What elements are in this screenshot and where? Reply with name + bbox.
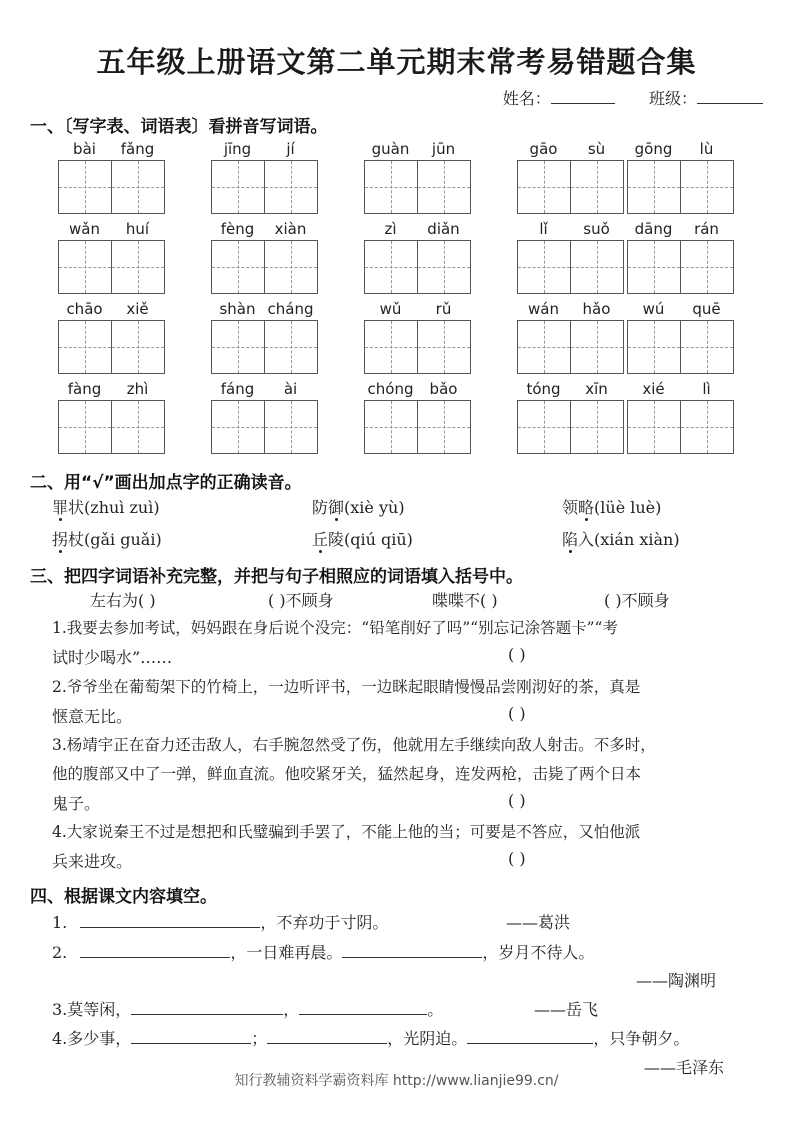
section-3-heading: 三、把四字词语补充完整，并把与句子相照应的词语填入括号中。 [30, 567, 523, 587]
question-4-line-1: 4.大家说秦王不过是想把和氏璧骗到手罢了，不能上他的当；可要是不答应，又怕他派 [52, 823, 641, 841]
dotted-char: 拐 [52, 530, 69, 549]
writing-cell[interactable] [518, 401, 571, 453]
pinyin-label: shàn [219, 300, 256, 318]
writing-grid[interactable] [517, 240, 624, 294]
writing-cell[interactable] [59, 321, 112, 373]
answer-paren-1[interactable]: ( ) [508, 645, 526, 664]
writing-cell[interactable] [628, 401, 681, 453]
writing-cell[interactable] [518, 321, 571, 373]
fill-blank[interactable] [131, 1000, 283, 1015]
writing-grid[interactable] [364, 320, 471, 374]
pinyin-label: fáng [220, 380, 255, 398]
fill-line-1: 1. ，不弃功于寸阴。 [52, 913, 389, 932]
question-2-line-2: 惬意无比。 [52, 707, 133, 726]
fill-blank[interactable] [80, 943, 230, 958]
pinyin-word-item [627, 380, 734, 454]
writing-cell[interactable] [628, 241, 681, 293]
pinyin-label: wǎn [69, 220, 100, 238]
pinyin-label: chāo [66, 300, 103, 318]
pinyin-label: bǎo [429, 380, 458, 398]
pinyin-label: sù [587, 140, 606, 158]
pinyin-label: fàng [67, 380, 102, 398]
writing-grid[interactable] [517, 320, 624, 374]
idiom-blank-4[interactable]: ( )不顾身 [604, 591, 670, 610]
pinyin-label: diǎn [427, 220, 460, 238]
pinyin-label: fǎng [120, 140, 155, 158]
writing-cell[interactable] [59, 401, 112, 453]
writing-grid[interactable] [364, 400, 471, 454]
author-taoyuanming: ——陶渊明 [636, 971, 717, 990]
pinyin-word-item [58, 140, 165, 214]
question-3-line-2: 他的腹部又中了一弹，鲜血直流。他咬紧牙关，猛然起身，连发两枪，击毙了两个日本 [52, 765, 642, 783]
pinyin-label: zì [384, 220, 397, 238]
writing-grid[interactable] [58, 400, 165, 454]
pinyin-label: chóng [367, 380, 414, 398]
pinyin-label: ài [283, 380, 298, 398]
writing-cell[interactable] [59, 241, 112, 293]
idiom-blank-2[interactable]: ( )不顾身 [268, 591, 334, 610]
reading-item[interactable]: 防御(xiè yù) [312, 498, 405, 517]
fill-blank[interactable] [131, 1029, 251, 1044]
pinyin-word-item [211, 300, 318, 374]
writing-cell[interactable] [681, 161, 733, 213]
writing-grid[interactable] [364, 240, 471, 294]
name-label: 姓名： [502, 89, 551, 108]
writing-cell[interactable] [518, 241, 571, 293]
dotted-char: 丘 [312, 530, 329, 549]
pinyin-word-item [364, 380, 471, 454]
pinyin-label: wǔ [379, 300, 402, 318]
pinyin-word-item [627, 220, 734, 294]
pinyin-word-item [517, 220, 624, 294]
writing-cell[interactable] [681, 401, 733, 453]
writing-cell[interactable] [265, 321, 317, 373]
pinyin-word-item [211, 380, 318, 454]
dotted-char: 略 [578, 498, 595, 517]
pinyin-label: lì [702, 380, 711, 398]
idiom-blank-3[interactable]: 喋喋不( ) [432, 591, 498, 610]
writing-grid[interactable] [364, 160, 471, 214]
pinyin-word-item [364, 300, 471, 374]
writing-cell[interactable] [365, 161, 418, 213]
answer-paren-3[interactable]: ( ) [508, 791, 526, 810]
pinyin-label: rán [694, 220, 719, 238]
answer-paren-2[interactable]: ( ) [508, 704, 526, 723]
pinyin-label: hǎo [582, 300, 611, 318]
pinyin-word-item [58, 380, 165, 454]
pinyin-label: xiě [126, 300, 149, 318]
fill-blank[interactable] [342, 943, 482, 958]
pinyin-label: gōng [634, 140, 673, 158]
writing-cell[interactable] [112, 161, 164, 213]
writing-cell[interactable] [265, 241, 317, 293]
reading-item[interactable]: 丘陵(qiú qiū) [312, 530, 413, 549]
fill-blank[interactable] [80, 913, 260, 928]
fill-blank[interactable] [267, 1029, 387, 1044]
pinyin-label: tóng [526, 380, 561, 398]
fill-line-3: 3.莫等闲， ， 。 [52, 1000, 444, 1019]
pinyin-label: bài [73, 140, 96, 158]
pinyin-word-item [517, 380, 624, 454]
pinyin-label: jīng [223, 140, 252, 158]
dotted-char: 罪 [52, 498, 69, 517]
writing-cell[interactable] [365, 321, 418, 373]
writing-cell[interactable] [365, 241, 418, 293]
class-field[interactable] [697, 89, 763, 104]
pinyin-word-item [58, 300, 165, 374]
pinyin-label: quē [692, 300, 721, 318]
fill-line-2: 2. ，一日难再晨。 ，岁月不待人。 [52, 943, 595, 962]
writing-cell[interactable] [628, 321, 681, 373]
writing-grid[interactable] [58, 240, 165, 294]
writing-cell[interactable] [212, 401, 265, 453]
idiom-blank-1[interactable]: 左右为( ) [90, 591, 156, 610]
writing-cell[interactable] [212, 241, 265, 293]
question-1-line-2: 试时少喝水”…… [52, 648, 173, 667]
section-2-heading: 二、用“√”画出加点字的正确读音。 [30, 473, 302, 493]
writing-grid[interactable] [517, 160, 624, 214]
writing-cell[interactable] [212, 161, 265, 213]
writing-cell[interactable] [571, 161, 623, 213]
author-gehong: ——葛洪 [506, 913, 571, 932]
answer-paren-4[interactable]: ( ) [508, 849, 526, 868]
writing-cell[interactable] [681, 321, 733, 373]
writing-grid[interactable] [627, 320, 734, 374]
writing-grid[interactable] [58, 160, 165, 214]
section-1-heading: 一、〔写字表、词语表〕看拼音写词语。 [30, 117, 328, 137]
pinyin-word-item [211, 140, 318, 214]
pinyin-label: dāng [634, 220, 673, 238]
pinyin-label: wán [528, 300, 559, 318]
writing-grid[interactable] [211, 320, 318, 374]
writing-grid[interactable] [517, 400, 624, 454]
pinyin-label: zhì [126, 380, 149, 398]
writing-cell[interactable] [418, 161, 470, 213]
writing-cell[interactable] [365, 401, 418, 453]
author-maozedong: ——毛泽东 [644, 1058, 725, 1077]
writing-cell[interactable] [518, 161, 571, 213]
pinyin-label: wú [642, 300, 665, 318]
footer-watermark: 知行教辅资料学霸资料库 http://www.lianjie99.cn/ [234, 1073, 559, 1089]
pinyin-word-item [517, 300, 624, 374]
author-yuefei: ——岳飞 [534, 1000, 599, 1019]
dotted-char: 御 [328, 498, 345, 517]
question-2-line-1: 2.爷爷坐在葡萄架下的竹椅上，一边听评书，一边眯起眼睛慢慢品尝刚沏好的茶，真是 [52, 678, 641, 696]
pinyin-label: huí [125, 220, 150, 238]
pinyin-label: xiàn [274, 220, 307, 238]
pinyin-label: jūn [431, 140, 456, 158]
reading-item[interactable]: 领略(lüè luè) [562, 498, 662, 517]
dotted-char: 陷 [562, 530, 579, 549]
reading-item[interactable]: 陷入(xián xiàn) [562, 530, 680, 549]
pinyin-word-item [364, 220, 471, 294]
pinyin-word-item [58, 220, 165, 294]
writing-cell[interactable] [112, 401, 164, 453]
writing-cell[interactable] [418, 321, 470, 373]
writing-cell[interactable] [418, 241, 470, 293]
question-4-line-2: 兵来进攻。 [52, 852, 133, 871]
writing-cell[interactable] [571, 321, 623, 373]
class-label: 班级： [648, 89, 697, 108]
fill-blank[interactable] [299, 1000, 427, 1015]
student-info-row [503, 86, 763, 109]
writing-grid[interactable] [58, 320, 165, 374]
writing-cell[interactable] [681, 241, 733, 293]
writing-cell[interactable] [418, 401, 470, 453]
pinyin-label: guàn [371, 140, 410, 158]
question-3-line-1: 3.杨靖宇正在奋力还击敌人，右手腕忽然受了伤，他就用左手继续向敌人射击。不多时， [52, 736, 656, 754]
writing-grid[interactable] [627, 240, 734, 294]
pinyin-label: gāo [529, 140, 558, 158]
name-field[interactable] [551, 89, 615, 104]
page-title: 五年级上册语文第二单元期末常考易错题合集 [96, 45, 697, 79]
pinyin-label: jí [286, 140, 295, 158]
writing-cell[interactable] [59, 161, 112, 213]
writing-grid[interactable] [211, 400, 318, 454]
pinyin-label: fèng [220, 220, 255, 238]
pinyin-word-item [627, 140, 734, 214]
writing-cell[interactable] [265, 401, 317, 453]
question-3-line-3: 鬼子。 [52, 794, 101, 813]
writing-grid[interactable] [211, 240, 318, 294]
writing-cell[interactable] [112, 241, 164, 293]
pinyin-word-item [364, 140, 471, 214]
writing-grid[interactable] [627, 400, 734, 454]
writing-cell[interactable] [112, 321, 164, 373]
pinyin-label: xīn [585, 380, 608, 398]
reading-item[interactable]: 拐杖(gǎi guǎi) [52, 530, 162, 549]
writing-cell[interactable] [571, 241, 623, 293]
pinyin-label: xié [642, 380, 665, 398]
fill-blank[interactable] [467, 1029, 593, 1044]
pinyin-word-item [627, 300, 734, 374]
reading-item[interactable]: 罪状(zhuì zuì) [52, 498, 160, 517]
pinyin-label: cháng [267, 300, 314, 318]
writing-cell[interactable] [628, 161, 681, 213]
writing-cell[interactable] [212, 321, 265, 373]
pinyin-label: suǒ [583, 220, 610, 238]
writing-cell[interactable] [265, 161, 317, 213]
pinyin-word-item [211, 220, 318, 294]
question-1-line-1: 1.我要去参加考试，妈妈跟在身后说个没完：“铅笔削好了吗”“别忘记涂答题卡”“考 [52, 619, 618, 637]
pinyin-label: lǐ [539, 220, 548, 238]
pinyin-label: lù [699, 140, 714, 158]
writing-grid[interactable] [211, 160, 318, 214]
section-4-heading: 四、根据课文内容填空。 [30, 887, 217, 907]
writing-cell[interactable] [571, 401, 623, 453]
pinyin-word-item [517, 140, 624, 214]
writing-grid[interactable] [627, 160, 734, 214]
pinyin-label: rǔ [435, 300, 452, 318]
fill-line-4: 4.多少事， ； ，光阴迫。 ，只争朝夕。 [52, 1029, 690, 1048]
